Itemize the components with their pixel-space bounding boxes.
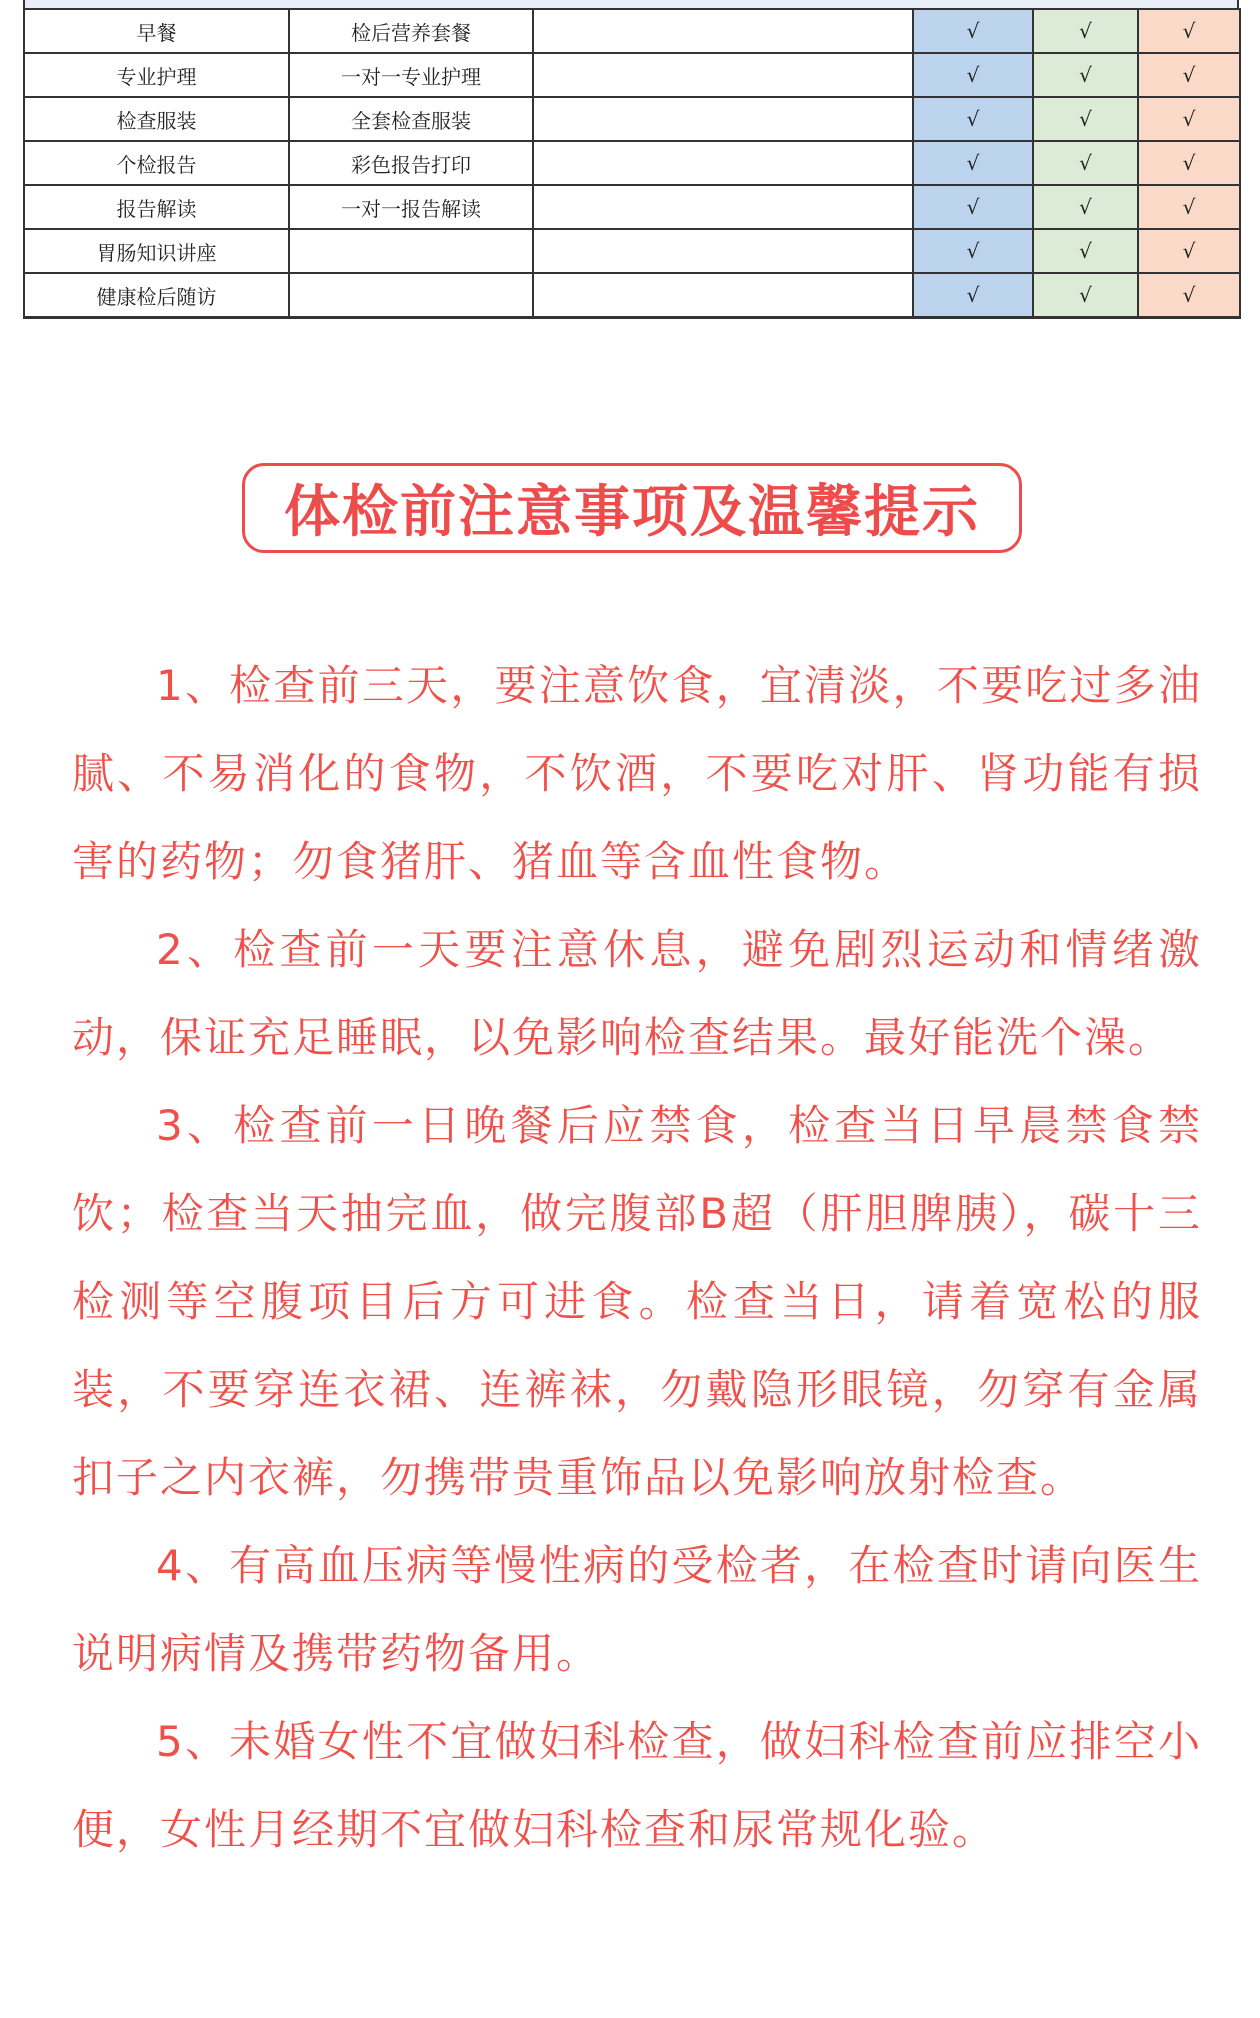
check-cell-3: √ — [1138, 97, 1240, 141]
check-cell-3: √ — [1138, 273, 1240, 318]
check-cell-1: √ — [913, 141, 1033, 185]
detail-cell — [289, 273, 533, 318]
detail-cell: 一对一报告解读 — [289, 185, 533, 229]
item-cell: 胃肠知识讲座 — [24, 229, 289, 273]
check-cell-2: √ — [1033, 229, 1138, 273]
table-row — [24, 9, 1240, 53]
notice-paragraph-1: 1、检查前三天，要注意饮食，宜清淡，不要吃过多油腻、不易消化的食物，不饮酒，不要吃对肝、肾功能有损害的药物；勿食猪肝、猪血等含血性食物。 — [72, 661, 1202, 886]
note-cell — [533, 185, 913, 229]
check-cell-1: √ — [913, 53, 1033, 97]
detail-cell: 检后营养套餐 — [289, 9, 533, 53]
banner-title: 体检前注意事项及温馨提示 — [284, 480, 980, 545]
notice-paragraph-4: 4、有高血压病等慢性病的受检者，在检查时请向医生说明病情及携带药物备用。 — [72, 1541, 1202, 1678]
check-cell-1: √ — [913, 229, 1033, 273]
detail-cell: 彩色报告打印 — [289, 141, 533, 185]
check-cell-1: √ — [913, 273, 1033, 318]
check-cell-2: √ — [1033, 9, 1138, 53]
check-cell-2: √ — [1033, 97, 1138, 141]
note-cell — [533, 229, 913, 273]
note-cell — [533, 141, 913, 185]
item-cell: 专业护理 — [24, 53, 289, 97]
item-cell: 早餐 — [24, 9, 289, 53]
note-cell — [533, 97, 913, 141]
detail-cell: 一对一专业护理 — [289, 53, 533, 97]
item-cell: 检查服装 — [24, 97, 289, 141]
check-cell-1: √ — [913, 97, 1033, 141]
item-cell: 个检报告 — [24, 141, 289, 185]
check-cell-2: √ — [1033, 273, 1138, 318]
table-row — [24, 185, 1240, 229]
check-cell-3: √ — [1138, 185, 1240, 229]
table-row — [24, 97, 1240, 141]
service-table — [23, 8, 1241, 319]
notice-list — [72, 642, 1202, 1874]
table-top-strip — [23, 0, 1239, 8]
table-row — [24, 229, 1240, 273]
note-cell — [533, 53, 913, 97]
detail-cell — [289, 229, 533, 273]
check-cell-3: √ — [1138, 229, 1240, 273]
check-cell-1: √ — [913, 9, 1033, 53]
check-cell-2: √ — [1033, 141, 1138, 185]
item-cell: 报告解读 — [24, 185, 289, 229]
check-cell-1: √ — [913, 185, 1033, 229]
table-row — [24, 141, 1240, 185]
detail-cell: 全套检查服装 — [289, 97, 533, 141]
table-row — [24, 53, 1240, 97]
check-cell-2: √ — [1033, 53, 1138, 97]
note-cell — [533, 9, 913, 53]
notice-paragraph-3: 3、检查前一日晚餐后应禁食，检查当日早晨禁食禁饮；检查当天抽完血，做完腹部B超（肝胆脾胰），碳十三检测等空腹项目后方可进食。检查当日，请着宽松的服装，不要穿连衣裙、连裤袜，勿戴隐形眼镜，勿穿有金属扣子之内衣裤，勿携带贵重饰品以免影响放射检查。 — [72, 1101, 1202, 1502]
note-cell — [533, 273, 913, 318]
notice-paragraph-2: 2、检查前一天要注意休息，避免剧烈运动和情绪激动，保证充足睡眠，以免影响检查结果。最好能洗个澡。 — [72, 925, 1202, 1062]
check-cell-3: √ — [1138, 9, 1240, 53]
check-cell-2: √ — [1033, 185, 1138, 229]
table-row — [24, 273, 1240, 318]
notice-banner — [242, 463, 1022, 553]
check-cell-3: √ — [1138, 141, 1240, 185]
notice-paragraph-5: 5、未婚女性不宜做妇科检查，做妇科检查前应排空小便，女性月经期不宜做妇科检查和尿常规化验。 — [72, 1717, 1202, 1854]
check-cell-3: √ — [1138, 53, 1240, 97]
item-cell: 健康检后随访 — [24, 273, 289, 318]
